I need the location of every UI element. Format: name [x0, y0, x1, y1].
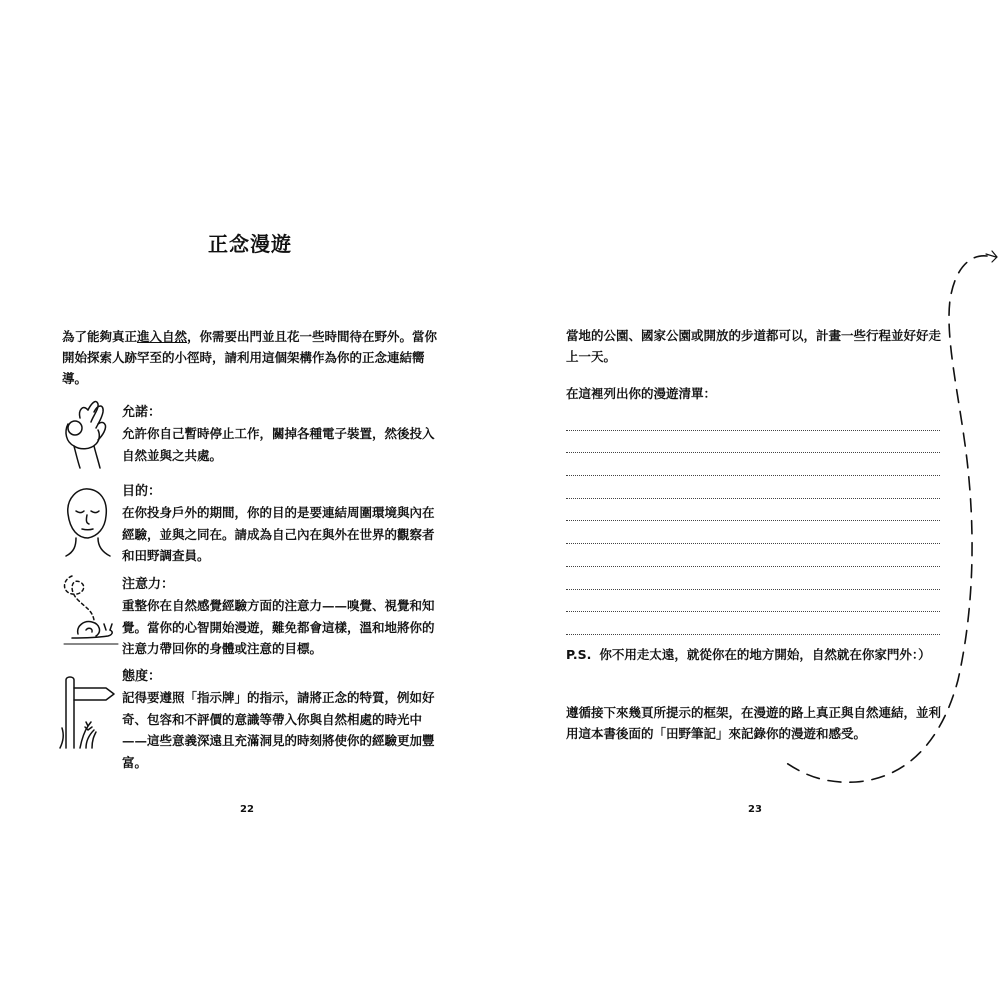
intro-underlined-text: 進入自然 [137, 329, 188, 344]
principle-title: 注意力： [122, 577, 175, 592]
principle-title: 目的： [122, 484, 162, 499]
intro-text-before: 為了能夠真正 [62, 329, 138, 344]
principle-commitment [122, 402, 442, 466]
signpost-icon [58, 668, 120, 750]
principle-body: 重整你在自然感覺經驗方面的注意力——嗅覺、視覺和知覺。當你的心智開始漫遊，難免都會這樣，溫和地將你的注意力帶回你的身體或注意的目標。 [122, 598, 435, 656]
principle-attitude [122, 666, 442, 773]
right-intro-paragraph: 當地的公園、國家公園或開放的步道都可以，計畫一些行程並好好走上一天。 [566, 328, 942, 364]
principle-attention [122, 574, 442, 660]
face-icon [58, 484, 114, 560]
wandering-snail-icon [58, 572, 122, 652]
principle-body: 記得要遵照「指示牌」的指示，請將正念的特質，例如好奇、包容和不評價的意識等帶入你與自然相處的時光中——這些意義深遠且充滿洞見的時刻將使你的經驗更加豐富。 [122, 690, 435, 770]
principle-title: 態度： [122, 669, 162, 684]
ok-hand-icon [58, 394, 114, 470]
ps-label: P.S. [566, 647, 592, 662]
principle-body: 在你投身戶外的期間，你的目的是要連結周圍環境與內在經驗，並與之同在。請成為自己內在與外在世界的觀察者和田野調查員。 [122, 505, 435, 563]
principle-purpose [122, 481, 442, 567]
page-number: 22 [240, 804, 254, 815]
page-number: 23 [748, 804, 762, 815]
closing-paragraph: 遵循接下來幾頁所提示的框架，在漫遊的路上真正與自然連結，並利用這本書後面的「田野筆記」來記錄你的漫遊和感受。 [566, 705, 942, 741]
list-label: 在這裡列出你的漫遊清單： [566, 386, 717, 401]
ps-text: 你不用走太遠，就從你在的地方開始，自然就在你家門外：） [599, 647, 931, 662]
principle-title: 允諾： [122, 405, 162, 420]
intro-paragraph [62, 326, 442, 389]
right-page [500, 0, 1000, 1000]
dashed-path-arrow-icon [500, 0, 1000, 1000]
page-title: 正念漫遊 [208, 232, 292, 256]
principle-body: 允許你自己暫時停止工作，關掉各種電子裝置，然後投入自然並與之共處。 [122, 426, 435, 463]
intro-text-after: ，你需要出門並且花一些時間待在野外。當你開始探索人跡罕至的小徑時，請利用這個架構作為你的正念連結嚮導。 [62, 329, 438, 386]
